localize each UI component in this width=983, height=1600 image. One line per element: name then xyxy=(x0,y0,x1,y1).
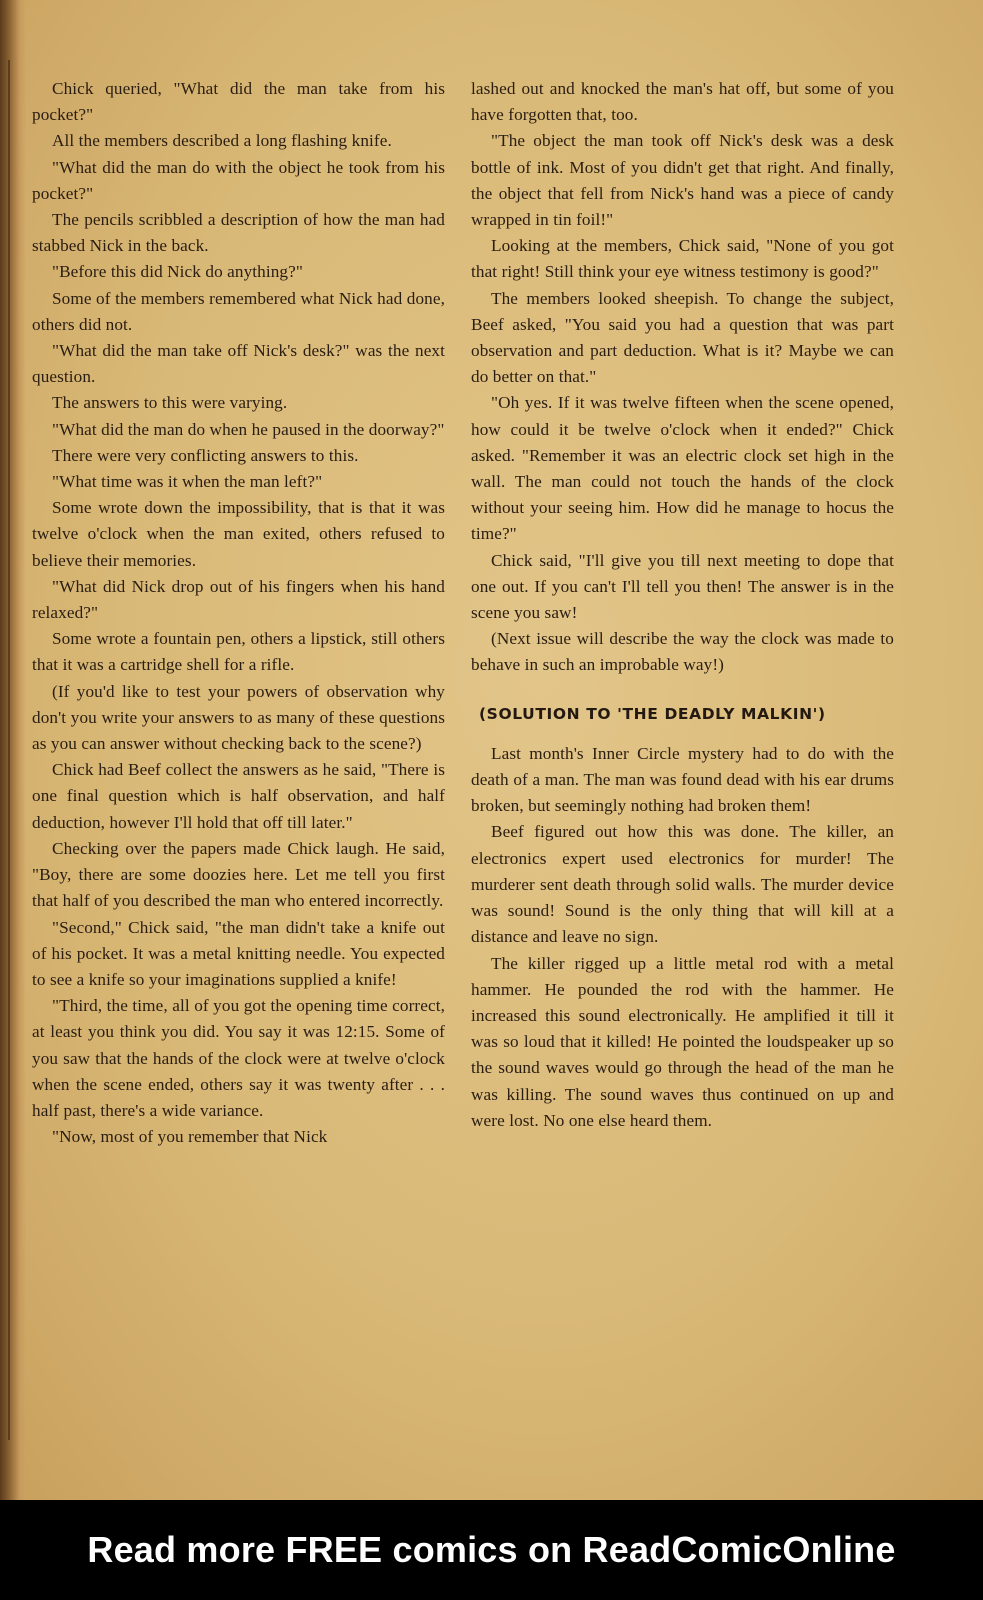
paragraph: Looking at the members, Chick said, "None of you got that right! Still think your eye witness testimony is good?" xyxy=(471,236,894,282)
paragraph: Some of the members remembered what Nick had done, others did not. xyxy=(32,288,445,334)
promo-banner xyxy=(0,1500,983,1600)
paragraph: The killer rigged up a little metal rod with a metal hammer. He pounded the rod with the hammer. He increased this sound electronically. He amplified it till it was so loud that it killed! He pointed the loudspeaker up so the sound waves would go through the head of the man he was killing. The sound waves thus continued on up and were lost. No one else heard them. xyxy=(471,953,894,1130)
paragraph: Chick queried, "What did the man take from his pocket?" xyxy=(32,79,445,125)
paragraph: lashed out and knocked the man's hat off, but some of you have forgotten that, too. xyxy=(471,79,894,125)
paragraph: Some wrote a fountain pen, others a lipstick, still others that it was a cartridge shell for a rifle. xyxy=(32,629,445,675)
paragraph: "What did Nick drop out of his fingers when his hand relaxed?" xyxy=(32,576,445,623)
paragraph: All the members described a long flashing knife. xyxy=(52,131,392,151)
paragraph: The pencils scribbled a description of how the man had stabbed Nick in the back. xyxy=(32,210,445,256)
paragraph: "What did the man do when he paused in the doorway?" xyxy=(52,419,445,439)
paragraph: (Next issue will describe the way the clock was made to behave in such an improbable way!) xyxy=(471,629,894,675)
page-spine-shadow xyxy=(0,0,26,1500)
paragraph: Chick said, "I'll give you till next meeting to dope that one out. If you can't I'll tell you then! The answer is in the scene you saw! xyxy=(471,550,894,623)
paragraph: Beef figured out how this was done. The killer, an electronics expert used electronics for murder! The murderer sent death through solid walls. The murder device was sound! Sound is the only thing that will kill at a distance and leave no sign. xyxy=(471,822,894,947)
paragraph: Some wrote down the impossibility, that is that it was twelve o'clock when the man exited, others refused to believe their memories. xyxy=(32,498,445,570)
paragraph: There were very conflicting answers to this. xyxy=(52,445,359,465)
right-text-column xyxy=(471,76,894,1134)
paragraph: "The object the man took off Nick's desk was a desk bottle of ink. Most of you didn't get that right. And finally, the object that fell from Nick's hand was a piece of candy wrapped in tin foil!" xyxy=(471,131,894,230)
paragraph: "Second," Chick said, "the man didn't take a knife out of his pocket. It was a metal knitting needle. You expected to see a knife so your imaginations supplied a knife! xyxy=(32,917,445,989)
paragraph: "What did the man do with the object he took from his pocket?" xyxy=(32,157,445,203)
paragraph: (If you'd like to test your powers of observation why don't you write your answers to as many of these questions as you can answer without checking back to the scene?) xyxy=(32,681,445,754)
paragraph: The answers to this were varying. xyxy=(52,393,288,413)
paragraph: "Third, the time, all of you got the opening time correct, at least you think you did. You say it was 12:15. Some of you saw that the hands of the clock were at twelve o'clock when the scene ended, others say it was twenty after . . . half past, there's a wide variance. xyxy=(32,996,445,1120)
paragraph: Checking over the papers made Chick laugh. He said, "Boy, there are some doozies here. Let me tell you first that half of you described the man who entered incorrectly. xyxy=(32,838,445,911)
paragraph: "Oh yes. If it was twelve fifteen when the scene opened, how could it be twelve o'clock when it ended?" Chick asked. "Remember it was an electric clock set high in the wall. The man could not touch the hands of the clock without your seeing him. How did he manage to hocus the time?" xyxy=(471,393,894,544)
left-text-column xyxy=(32,76,445,1150)
binding-line xyxy=(8,60,10,1440)
paragraph: Chick had Beef collect the answers as he said, "There is one final question which is half observation, and half deduction, however I'll hold that off till later." xyxy=(32,760,445,832)
paragraph: "What time was it when the man left?" xyxy=(52,472,323,492)
paragraph: "What did the man take off Nick's desk?" was the next question. xyxy=(32,341,445,387)
promo-banner-text: Read more FREE comics on ReadComicOnline xyxy=(87,1529,896,1570)
solution-heading: (SOLUTION TO 'THE DEADLY MALKIN') xyxy=(479,704,826,723)
paragraph: The members looked sheepish. To change the subject, Beef asked, "You said you had a question that was part observation and part deduction. What is it? Maybe we can do better on that." xyxy=(471,288,894,387)
paragraph: Last month's Inner Circle mystery had to do with the death of a man. The man was found dead with his ear drums broken, but seemingly nothing had broken them! xyxy=(471,743,894,816)
paragraph: "Before this did Nick do anything?" xyxy=(52,262,303,282)
paragraph: "Now, most of you remember that Nick xyxy=(52,1127,328,1147)
